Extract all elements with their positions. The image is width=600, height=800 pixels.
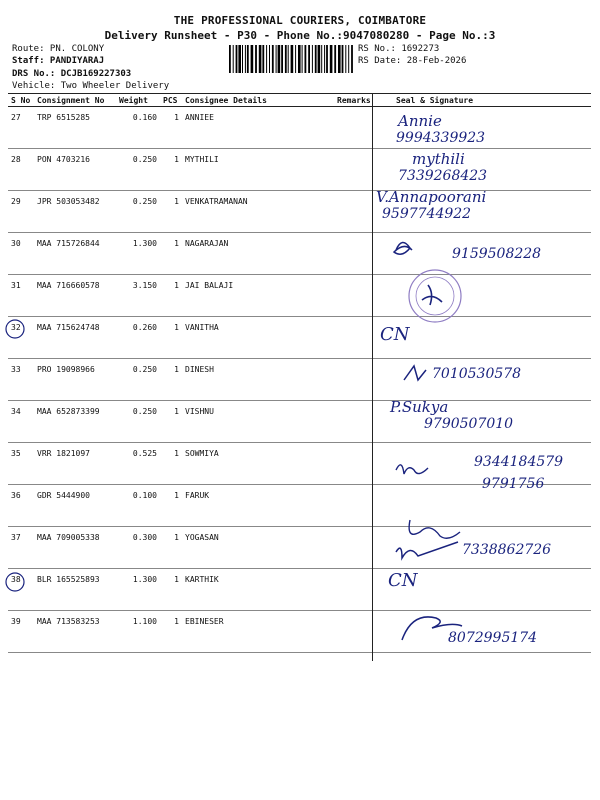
handwritten-phone: 9994339923 (396, 130, 486, 146)
barcode-bar (269, 45, 270, 73)
handwritten-name: CN (388, 570, 418, 591)
table-row (8, 485, 591, 527)
route-label: Route: PN. COLONY (12, 44, 105, 54)
row-consignee: SOWMIYA (182, 443, 334, 485)
table-row (8, 611, 591, 653)
col-sno-header: S No (8, 94, 34, 107)
handwritten-phone: 9344184579 (474, 454, 564, 470)
barcode-bar (321, 45, 322, 73)
row-consignee: KARTHIK (182, 569, 334, 611)
handwritten-phone: 8072995174 (448, 630, 538, 646)
table-row (8, 149, 591, 191)
table-row (8, 233, 591, 275)
row-consignment-no: VRR 1821097 (34, 443, 116, 485)
row-weight: 0.250 (116, 191, 160, 233)
barcode-bar (251, 45, 254, 73)
row-seal-signature (372, 359, 591, 401)
row-consignment-no: MAA 715624748 (34, 317, 116, 359)
barcode-bar (342, 45, 344, 73)
barcode-bar (348, 45, 349, 73)
row-sno: 35 (8, 443, 34, 485)
row-pcs: 1 (160, 611, 182, 653)
row-consignee: NAGARAJAN (182, 233, 334, 275)
row-consignment-no: BLR 165525893 (34, 569, 116, 611)
rs-number: RS No.: 1692273 (358, 44, 440, 54)
row-sno: 31 (8, 275, 34, 317)
barcode-bar (345, 45, 346, 73)
row-seal-signature (372, 233, 591, 275)
barcode-bar (236, 45, 238, 73)
table-row (8, 569, 591, 611)
row-consignee: FARUK (182, 485, 334, 527)
row-remarks (334, 233, 372, 275)
row-consignment-no: MAA 709005338 (34, 527, 116, 569)
barcode-bar (298, 45, 301, 73)
row-sno: 29 (8, 191, 34, 233)
company-title: THE PROFESSIONAL COURIERS, COIMBATORE (173, 14, 427, 27)
row-consignee: VISHNU (182, 401, 334, 443)
handwritten-phone: 7010530578 (432, 366, 522, 382)
row-consignment-no: PRO 19098966 (34, 359, 116, 401)
barcode-bar (330, 45, 333, 73)
row-consignment-no: JPR 503053482 (34, 191, 116, 233)
barcode-bar (288, 45, 289, 73)
barcode-bar (318, 45, 321, 73)
row-sno: 28 (8, 149, 34, 191)
handwritten-phone: 7339268423 (398, 168, 488, 184)
row-consignee: VENKATRAMANAN (182, 191, 334, 233)
row-remarks (334, 611, 372, 653)
barcode-bar (276, 45, 277, 73)
row-remarks (334, 527, 372, 569)
barcode-bar (285, 45, 287, 73)
handwritten-name: Annie (398, 112, 442, 130)
row-sno: 38 (8, 569, 34, 611)
row-weight: 3.150 (116, 275, 160, 317)
row-sno: 34 (8, 401, 34, 443)
row-consignment-no: PON 4703216 (34, 149, 116, 191)
barcode-bar (259, 45, 262, 73)
row-weight: 1.300 (116, 233, 160, 275)
table-row (8, 401, 591, 443)
row-sno: 33 (8, 359, 34, 401)
row-weight: 1.300 (116, 569, 160, 611)
row-remarks (334, 443, 372, 485)
barcode-bar (245, 45, 246, 73)
row-seal-signature (372, 485, 591, 527)
col-pcs-header: PCS (160, 94, 182, 107)
row-pcs: 1 (160, 569, 182, 611)
row-consignment-no: MAA 713583253 (34, 611, 116, 653)
row-weight: 0.300 (116, 527, 160, 569)
row-remarks (334, 359, 372, 401)
barcode-bar (315, 45, 317, 73)
barcode-bar (351, 45, 353, 73)
row-pcs: 1 (160, 317, 182, 359)
row-consignment-no: TRP 6515285 (34, 107, 116, 149)
row-weight: 1.100 (116, 611, 160, 653)
barcode-bar (308, 45, 310, 73)
row-consignee: VANITHA (182, 317, 334, 359)
row-remarks (334, 317, 372, 359)
handwritten-name: mythili (412, 150, 465, 168)
handwritten-phone: 9159508228 (452, 246, 542, 262)
barcode-bar (305, 45, 307, 73)
row-pcs: 1 (160, 275, 182, 317)
row-sno: 37 (8, 527, 34, 569)
row-weight: 0.250 (116, 401, 160, 443)
row-pcs: 1 (160, 107, 182, 149)
row-remarks (334, 191, 372, 233)
row-consignment-no: GDR 5444900 (34, 485, 116, 527)
row-pcs: 1 (160, 359, 182, 401)
row-consignment-no: MAA 716660578 (34, 275, 116, 317)
rs-date: RS Date: 28-Feb-2026 (358, 56, 467, 66)
col-remarks-header: Remarks (334, 94, 372, 107)
row-remarks (334, 569, 372, 611)
row-seal-signature (372, 275, 591, 317)
row-pcs: 1 (160, 233, 182, 275)
row-weight: 0.260 (116, 317, 160, 359)
barcode-bar (247, 45, 249, 73)
row-seal-signature (372, 107, 591, 149)
row-seal-signature (372, 569, 591, 611)
row-remarks (334, 401, 372, 443)
row-seal-signature (372, 401, 591, 443)
row-weight: 0.525 (116, 443, 160, 485)
row-seal-signature (372, 611, 591, 653)
row-remarks (334, 485, 372, 527)
table-row (8, 191, 591, 233)
row-consignee: YOGASAN (182, 527, 334, 569)
remarks-divider (372, 93, 373, 661)
runsheet-subtitle: Delivery Runsheet - P30 - Phone No.:9047080280 - Page No.:3 (104, 29, 496, 42)
row-sno: 36 (8, 485, 34, 527)
table-row (8, 359, 591, 401)
row-consignment-no: MAA 652873399 (34, 401, 116, 443)
barcode-bar (338, 45, 341, 73)
row-seal-signature (372, 149, 591, 191)
row-weight: 0.250 (116, 149, 160, 191)
table-row (8, 317, 591, 359)
staff-label: Staff: PANDIYARAJ (12, 56, 105, 66)
row-pcs: 1 (160, 485, 182, 527)
barcode-bar (262, 45, 264, 73)
barcode-bar (242, 45, 243, 73)
barcode-bar (291, 45, 294, 73)
row-seal-signature (372, 317, 591, 359)
barcode-bar (302, 45, 303, 73)
handwritten-name: V.Annapoorani (376, 188, 487, 206)
table-row (8, 527, 591, 569)
runsheet-table (8, 93, 591, 653)
handwritten-phone: 7338862726 (462, 542, 552, 558)
table-header-row (8, 94, 591, 107)
barcode-bar (255, 45, 257, 73)
row-sno: 39 (8, 611, 34, 653)
row-consignee: EBINESER (182, 611, 334, 653)
barcode-bar (272, 45, 274, 73)
vehicle-label: Vehicle: Two Wheeler Delivery (12, 81, 170, 91)
barcode-bar (229, 45, 231, 73)
col-weight-header: Weight (116, 94, 160, 107)
row-seal-signature (372, 527, 591, 569)
row-remarks (334, 107, 372, 149)
handwritten-phone: 9791756 (482, 476, 545, 492)
row-sno: 30 (8, 233, 34, 275)
barcode-bar (312, 45, 313, 73)
barcode-bar (324, 45, 325, 73)
row-consignee: MYTHILI (182, 149, 334, 191)
col-seal-header: Seal & Signature (372, 94, 591, 107)
barcode-bar (266, 45, 267, 73)
table-row (8, 275, 591, 317)
row-consignee: ANNIEE (182, 107, 334, 149)
row-pcs: 1 (160, 149, 182, 191)
barcode (229, 45, 355, 73)
row-pcs: 1 (160, 527, 182, 569)
barcode-bar (326, 45, 328, 73)
handwritten-phone: 9597744922 (382, 206, 472, 222)
barcode-bar (281, 45, 283, 73)
drs-label: DRS No.: DCJB169227303 (12, 69, 132, 79)
row-remarks (334, 149, 372, 191)
row-weight: 0.160 (116, 107, 160, 149)
row-sno: 32 (8, 317, 34, 359)
row-weight: 0.250 (116, 359, 160, 401)
row-pcs: 1 (160, 443, 182, 485)
barcode-bar (233, 45, 234, 73)
table-row (8, 107, 591, 149)
row-pcs: 1 (160, 191, 182, 233)
handwritten-name: CN (380, 324, 410, 345)
row-weight: 0.100 (116, 485, 160, 527)
row-consignment-no: MAA 715726844 (34, 233, 116, 275)
handwritten-name: P.Sukya (390, 398, 449, 416)
barcode-bar (334, 45, 336, 73)
row-remarks (334, 275, 372, 317)
barcode-bar (295, 45, 296, 73)
col-consignee-header: Consignee Details (182, 94, 334, 107)
table-row (8, 443, 591, 485)
row-consignee: DINESH (182, 359, 334, 401)
row-consignee: JAI BALAJI (182, 275, 334, 317)
barcode-bar (238, 45, 241, 73)
row-seal-signature (372, 443, 591, 485)
handwritten-phone: 9790507010 (424, 416, 514, 432)
barcode-bar (278, 45, 281, 73)
row-seal-signature (372, 191, 591, 233)
col-consignment-header: Consignment No (34, 94, 116, 107)
row-pcs: 1 (160, 401, 182, 443)
row-sno: 27 (8, 107, 34, 149)
